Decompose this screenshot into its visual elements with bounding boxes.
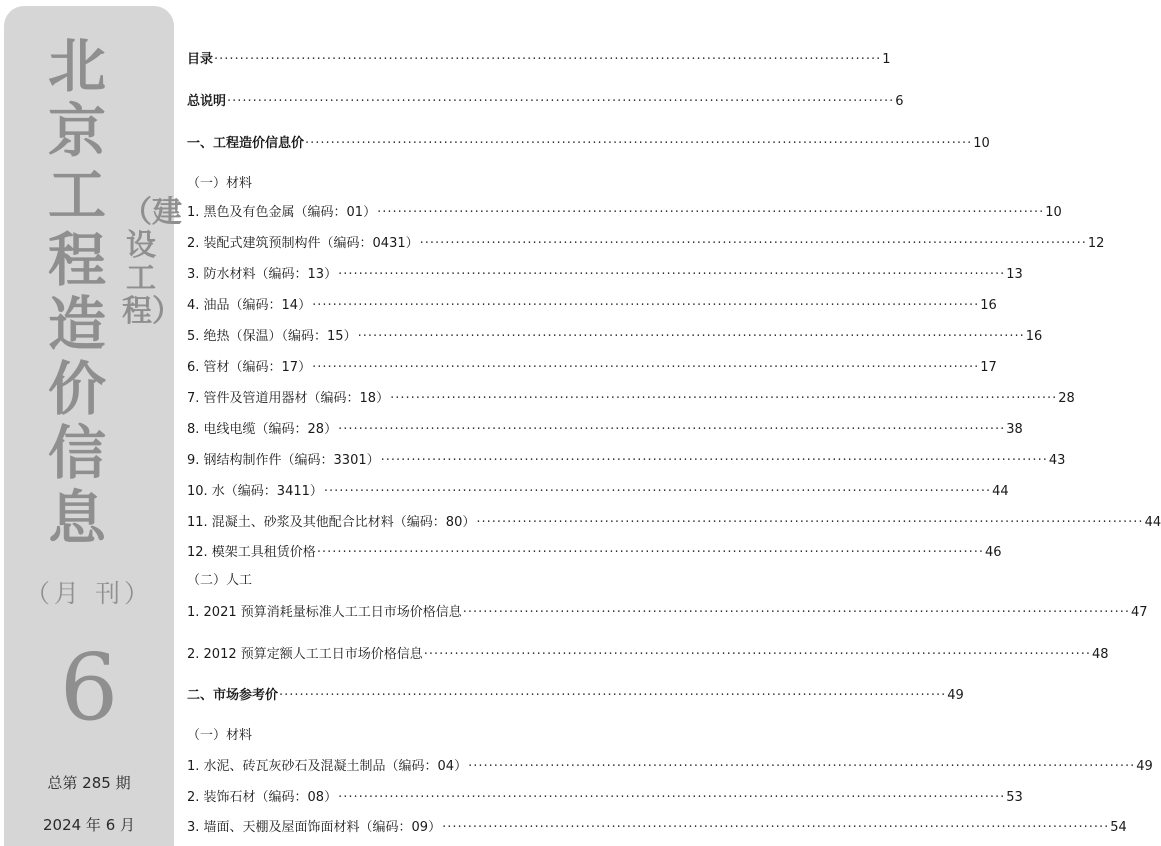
- toc-entry-title: 8. 电线电缆（编码：28）: [187, 422, 338, 437]
- toc-entry[interactable]: [187, 389, 1075, 409]
- toc-entry-title: 2. 2012 预算定额人工工日市场价格信息: [187, 647, 423, 662]
- toc-entry-section-1[interactable]: [187, 134, 990, 154]
- toc-entry[interactable]: [187, 482, 1009, 502]
- toc-entry-title: 3. 防水材料（编码：13）: [187, 267, 338, 282]
- toc-entry-page: 12: [1087, 236, 1105, 251]
- toc-entry-page: 10: [973, 136, 990, 151]
- toc-entry-section-2[interactable]: [187, 686, 964, 706]
- toc-entry-page: 44: [992, 484, 1009, 499]
- toc-entry-page: 47: [1130, 605, 1148, 620]
- toc-entry[interactable]: [187, 645, 1109, 665]
- toc-leader-dots: [338, 420, 1005, 440]
- toc-entry-page: 16: [1025, 329, 1043, 344]
- toc-entry-title: 11. 混凝土、砂浆及其他配合比材料（编码：80）: [187, 515, 476, 530]
- toc-entry-page: 13: [1006, 267, 1023, 282]
- toc-leader-dots: [312, 358, 979, 378]
- toc-leader-dots: [377, 203, 1044, 223]
- toc-leader-dots: [442, 818, 1109, 838]
- toc-entry-title: 7. 管件及管道用器材（编码：18）: [187, 391, 390, 406]
- toc-entry-page: 28: [1058, 391, 1075, 406]
- publication-subtitle: （建设工程）: [122, 195, 182, 329]
- toc-entry-title: 2. 装配式建筑预制构件（编码：0431）: [187, 236, 419, 251]
- toc-entry[interactable]: [187, 603, 1148, 623]
- toc-entry-page: 46: [985, 545, 1002, 560]
- toc-leader-dots: [227, 92, 894, 112]
- toc-leader-dots: [420, 234, 1087, 254]
- toc-entry[interactable]: [187, 203, 1062, 223]
- toc-entry-title: 总说明: [187, 94, 227, 109]
- toc-entry-contents[interactable]: [187, 50, 891, 70]
- toc-leader-dots: [463, 603, 1130, 623]
- toc-leader-dots: [476, 513, 1143, 533]
- issue-number: 6: [59, 634, 119, 741]
- publication-date: 2024 年 6 月: [42, 816, 136, 834]
- publication-title: 北京工程造价信息: [47, 32, 106, 552]
- toc-leader-dots: [390, 389, 1057, 409]
- toc-entry-page: 6: [895, 94, 904, 109]
- toc-entry[interactable]: [187, 296, 997, 316]
- publication-frequency: （月 刊）: [25, 579, 153, 608]
- toc-entry[interactable]: [187, 818, 1127, 838]
- toc-entry[interactable]: [187, 420, 1023, 440]
- toc-entry[interactable]: [187, 234, 1105, 254]
- cover-sidebar: [4, 6, 182, 846]
- toc-leader-dots: [424, 645, 1091, 665]
- toc-leader-dots: [279, 686, 946, 706]
- toc-entry-title: 6. 管材（编码：17）: [187, 360, 312, 375]
- toc-leader-dots: [214, 50, 881, 70]
- toc-entry-page: 48: [1091, 647, 1109, 662]
- toc-entry-title: 1. 黑色及有色金属（编码：01）: [187, 205, 377, 220]
- toc-entry-page: 44: [1144, 515, 1161, 530]
- toc-entry-title: 目录: [187, 52, 214, 67]
- toc-entry[interactable]: [187, 543, 1002, 563]
- toc-entry-title: 12. 模架工具租赁价格: [187, 545, 316, 560]
- toc-entry-page: 43: [1048, 453, 1066, 468]
- toc-entry[interactable]: [187, 451, 1066, 471]
- toc-leader-dots: [358, 327, 1025, 347]
- toc-subheading-materials: （一）材料: [187, 728, 253, 743]
- toc-entry-page: 10: [1045, 205, 1062, 220]
- toc-entry-page: 16: [980, 298, 997, 313]
- toc-entry-page: 17: [980, 360, 997, 375]
- toc-entry-title: 1. 2021 预算消耗量标准人工工日市场价格信息: [187, 605, 462, 620]
- toc-entry[interactable]: [187, 265, 1023, 285]
- toc-entry-title: 10. 水（编码：3411）: [187, 484, 323, 499]
- toc-leader-dots: [312, 296, 979, 316]
- toc-entry-title: 5. 绝热（保温）（编码：15）: [187, 329, 357, 344]
- toc-entry-title: 3. 墙面、天棚及屋面饰面材料（编码：09）: [187, 820, 442, 835]
- toc-entry-title: 4. 油品（编码：14）: [187, 298, 312, 313]
- toc-entry-page: 54: [1110, 820, 1127, 835]
- toc-subheading-materials: （一）材料: [187, 176, 253, 191]
- toc-leader-dots: [381, 451, 1048, 471]
- toc-entry-title: 2. 装饰石材（编码：08）: [187, 790, 338, 805]
- toc-entry-page: 1: [882, 52, 891, 67]
- toc-entry[interactable]: [187, 513, 1161, 533]
- toc-leader-dots: [468, 757, 1135, 777]
- table-of-contents: [187, 0, 1161, 842]
- toc-leader-dots: [317, 543, 984, 563]
- toc-entry[interactable]: [187, 327, 1043, 347]
- toc-leader-dots: [305, 134, 972, 154]
- toc-entry-page: 53: [1006, 790, 1023, 805]
- toc-subheading-labor: （二）人工: [187, 573, 253, 588]
- toc-entry-page: 49: [1136, 759, 1153, 774]
- toc-entry-title: 9. 钢结构制作件（编码：3301）: [187, 453, 380, 468]
- toc-entry-title: 1. 水泥、砖瓦灰砂石及混凝土制品（编码：04）: [187, 759, 468, 774]
- toc-entry-general-notes[interactable]: [187, 92, 904, 112]
- total-issue-label: 总第 285 期: [47, 774, 131, 792]
- toc-entry[interactable]: [187, 788, 1023, 808]
- toc-leader-dots: [338, 788, 1005, 808]
- toc-entry-title: 一、工程造价信息价: [187, 136, 305, 151]
- toc-leader-dots: [338, 265, 1005, 285]
- toc-entry[interactable]: [187, 358, 997, 378]
- toc-entry-title: 二、市场参考价: [187, 688, 279, 703]
- toc-entry-page: 49: [947, 688, 964, 703]
- toc-entry[interactable]: [187, 757, 1153, 777]
- toc-leader-dots: [324, 482, 991, 502]
- toc-entry-page: 38: [1006, 422, 1023, 437]
